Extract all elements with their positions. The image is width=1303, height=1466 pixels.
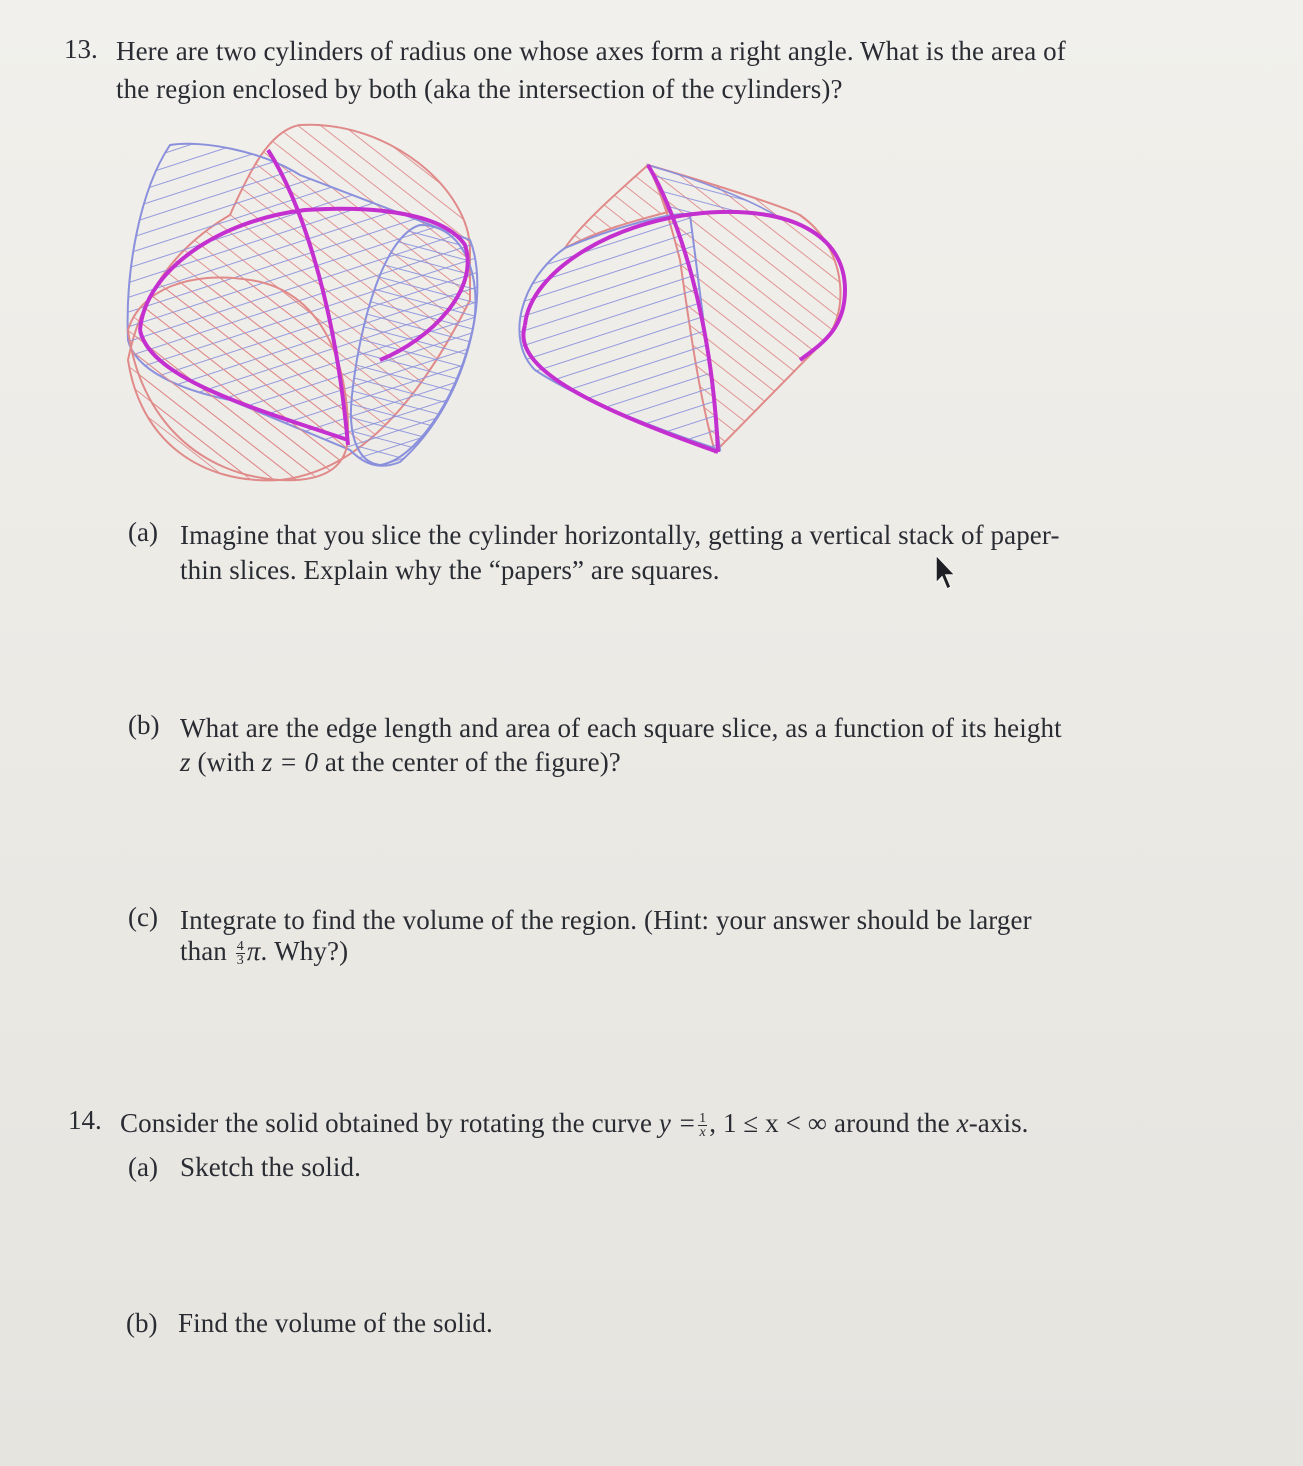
part-13c-line2 bbox=[180, 934, 348, 968]
problem-14-axis-end: -axis. bbox=[968, 1108, 1029, 1138]
part-13a-line1: Imagine that you slice the cylinder horizontally, getting a vertical stack of paper- bbox=[180, 520, 1060, 550]
problem-14-around: around the bbox=[827, 1108, 957, 1138]
part-13b-line2 bbox=[180, 745, 621, 779]
intersection-solid-drawing bbox=[519, 165, 845, 452]
part-13a-label: (a) bbox=[128, 517, 158, 547]
part-14a-label: (a) bbox=[128, 1152, 158, 1182]
part-13b-mid: (with bbox=[190, 747, 262, 777]
part-14a-text: Sketch the solid. bbox=[180, 1152, 361, 1182]
part-13c-end: . Why?) bbox=[260, 936, 349, 966]
part-13c-label: (c) bbox=[128, 902, 158, 932]
frac-num: 4 bbox=[236, 939, 244, 955]
var-z: z bbox=[180, 747, 191, 777]
part-13a-line2: thin slices. Explain why the “papers” are squares. bbox=[180, 555, 720, 585]
y-equals: y = bbox=[658, 1108, 697, 1138]
part-14b-text: Find the volume of the solid. bbox=[178, 1308, 493, 1338]
problem-13-line1: Here are two cylinders of radius one whose axes form a right angle. What is the area of bbox=[116, 36, 1066, 66]
part-13c-line1: Integrate to find the volume of the region. (Hint: your answer should be larger bbox=[180, 905, 1032, 935]
problem-14-range: , 1 ≤ x < ∞ bbox=[709, 1108, 828, 1138]
part-14b-label: (b) bbox=[126, 1308, 158, 1338]
fraction-four-thirds bbox=[236, 940, 245, 967]
problem-14-line1 bbox=[120, 1106, 1029, 1140]
problem-13-line2: the region enclosed by both (aka the intersection of the cylinders)? bbox=[116, 74, 843, 104]
problem-14-number: 14. bbox=[68, 1105, 102, 1135]
problem-14-start: Consider the solid obtained by rotating the curve bbox=[120, 1108, 659, 1138]
part-13b-label: (b) bbox=[128, 710, 160, 740]
mouse-pointer-icon bbox=[930, 553, 962, 593]
part-13b-end: at the center of the figure)? bbox=[318, 747, 621, 777]
frac-den: 3 bbox=[236, 953, 244, 969]
frac-num-1: 1 bbox=[699, 1111, 707, 1127]
z-equals-zero: z = 0 bbox=[261, 747, 319, 777]
axis-var: x bbox=[956, 1108, 969, 1138]
part-13c-start: than bbox=[180, 936, 234, 966]
two-cylinders-drawing bbox=[128, 125, 478, 481]
fraction-one-over-x bbox=[698, 1112, 707, 1139]
cylinder-intersection-figure bbox=[0, 0, 1303, 500]
pi-symbol: π bbox=[246, 936, 261, 966]
part-13b-line1: What are the edge length and area of each square slice, as a function of its height bbox=[180, 713, 1062, 743]
frac-den-x: x bbox=[699, 1125, 706, 1141]
problem-13-number: 13. bbox=[64, 34, 98, 64]
